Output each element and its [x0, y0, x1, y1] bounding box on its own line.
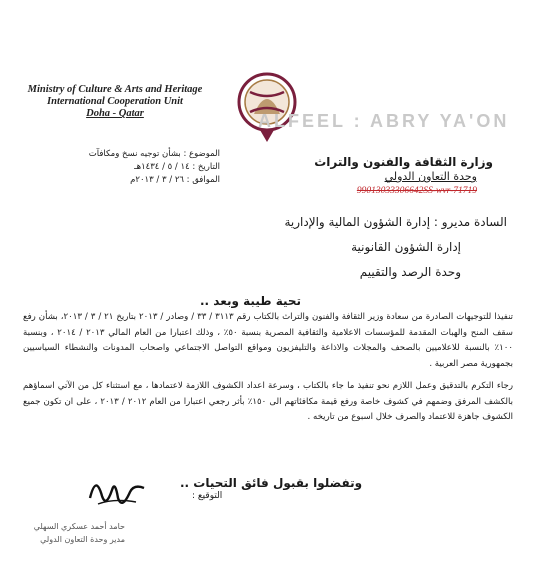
addressee-2: إدارة الشؤون القانونية: [351, 240, 461, 254]
signature-label: التوقيع :: [192, 491, 223, 501]
date-gregorian: الموافق : ٢٦ / ٣ / ٢٠١٣م: [130, 175, 220, 185]
handwritten-signature: [84, 468, 150, 516]
signer-title: مدير وحدة التعاون الدولي: [40, 535, 125, 544]
body-paragraph-1: تنفيذا للتوجيهات الصادرة من سعادة وزير الثقافة والفنون والتراث بالكتاب رقم ٣١١٣ / ٣٣ / وصادر / ٢٠١٣ بتاريخ ٢١ / ٣ / ٢٠١٣، بشأن رفع سقف المنح والهبات المقدمة للمؤسسات الاعلامية والثقافية المصرية بنسبة ٥٠٪ ، وذلك اعتبارا من العام المالي ٢٠١٣ / ٢٠١٤ ، وبنسبة ١٠٠٪ بالنسبة للاعلاميين بالصحف والمجلات والاذاعة والتليفزيون ومواقع التواصل الاجتماعي واصحاب المدونات والنشطاء السياسيين بجمهورية مصر العربية .: [23, 312, 514, 369]
unit-name-ar: وحدة التعاون الدولي: [384, 170, 477, 183]
ministry-line-en: Ministry of Culture & Arts and Heritage: [27, 84, 203, 95]
date-hijri: التاريخ : ١٤ / ٥ / ١٤٣٤هـ: [134, 162, 220, 172]
city-line-en: Doha - Qatar: [86, 108, 144, 119]
greeting: تحية طيبة وبعد ..: [200, 294, 302, 308]
closing-line: وتفضلوا بقبول فائق التحيات ..: [180, 476, 363, 490]
addressee-1: السادة مديرو : إدارة الشؤون المالية والإدارية: [284, 215, 507, 229]
qatar-emblem-logo: [234, 70, 300, 146]
ministry-name-ar: وزارة الثقافة والفنون والتراث: [314, 155, 493, 169]
reference-block: [20, 148, 220, 187]
document-code: 99013033306642SS-wvr-71719: [356, 186, 477, 196]
addressee-3: وحدة الرصد والتقييم: [359, 265, 461, 279]
ministry-name-en: [10, 84, 220, 120]
subject-line: الموضوع : بشأن توجيه نسخ ومكافآت: [88, 149, 220, 159]
body-paragraph-2: رجاء التكرم بالتدقيق وعمل اللازم نحو تنفيذ ما جاء بالكتاب ، وسرعة اعداد الكشوف اللازمة لاعتمادها ، مع استثناء كل من الآتي اسماؤهم بالكشف المرفق وضمهم في كشوف خاصة ورفع قيمة مكافئاتهم الى ١٥٠٪ بأثر رجعي اعتبارا من العام ٢٠١٢ / ٢٠١٣ ، على ان تكون جميع الكشوف جاهزة للاعتماد والصرف خلال اسبوع من تاريخه .: [23, 381, 514, 423]
unit-line-en: International Cooperation Unit: [47, 96, 183, 107]
watermark: ALFEEL : ABRY YA'ON: [258, 111, 510, 131]
signer-block: [20, 520, 125, 546]
signer-name: حامد أحمد عسكري السهلي: [33, 522, 125, 531]
